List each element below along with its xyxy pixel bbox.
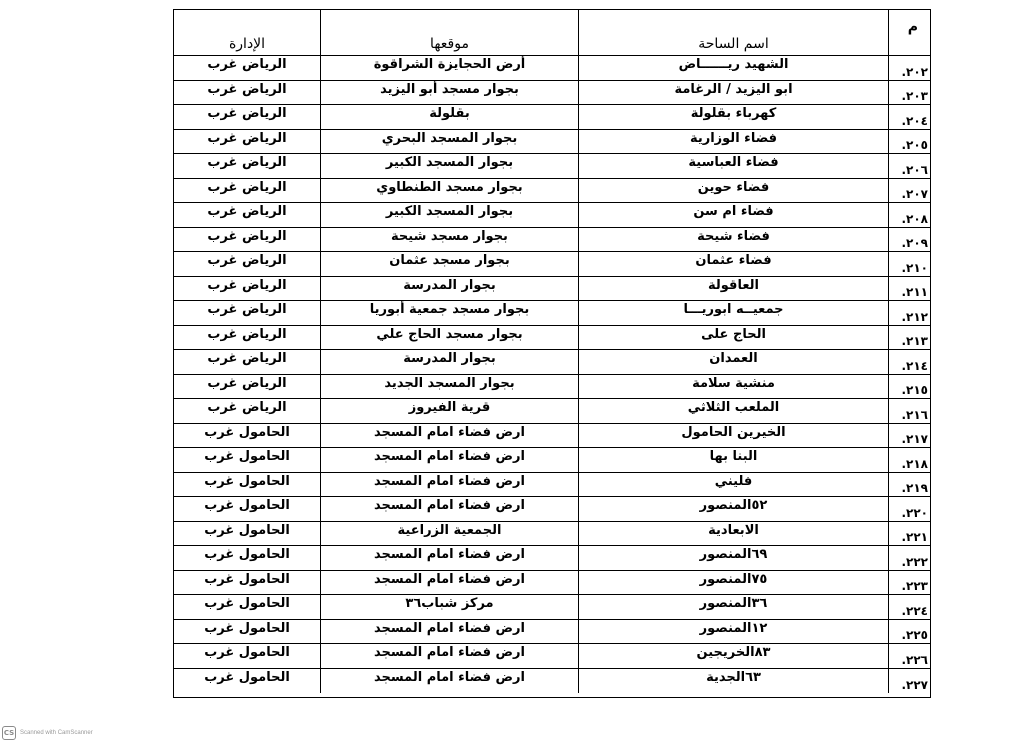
cell-location: أرض الحجايزة الشراقوة xyxy=(320,56,578,80)
data-table xyxy=(173,9,931,698)
cell-num: ٢٢١. xyxy=(888,522,930,546)
cell-location: مركز شباب٣٦ xyxy=(320,595,578,619)
cell-location: بجوار مسجد شيحة xyxy=(320,228,578,252)
table-row xyxy=(174,301,930,326)
cell-name: ابو اليزيد / الرغامة xyxy=(578,81,888,105)
cell-name: ٨٣الخريجين xyxy=(578,644,888,668)
cell-admin: الرياض غرب xyxy=(207,400,287,415)
cell-admin: الحامول غرب xyxy=(204,449,290,464)
table-row xyxy=(174,497,930,522)
cell-name: فضاء عثمان xyxy=(578,252,888,276)
table-row xyxy=(174,326,930,351)
cell-num: ٢١٤. xyxy=(888,350,930,374)
table-row xyxy=(174,448,930,473)
cell-name: جمعيــه ابوريـــا xyxy=(578,301,888,325)
header-admin: الإدارة xyxy=(228,36,266,52)
cell-location: بجوار المدرسة xyxy=(320,277,578,301)
cell-num: ٢٠٢. xyxy=(888,56,930,80)
table-row xyxy=(174,546,930,571)
cell-admin: الحامول غرب xyxy=(204,620,290,636)
table-row xyxy=(174,252,930,277)
table-row xyxy=(174,81,930,106)
cell-name: فضاء حوين xyxy=(578,179,888,203)
cell-num: ٢١٩. xyxy=(888,473,930,497)
cell-name: ٧٥المنصور xyxy=(578,571,888,595)
cell-name: الابعادية xyxy=(578,522,888,546)
cell-num: ٢١٢. xyxy=(888,301,930,325)
table-row xyxy=(174,644,930,669)
cell-name: فضاء شيحة xyxy=(578,228,888,252)
cell-name: فضاء الوزارية xyxy=(578,130,888,154)
table-row xyxy=(174,473,930,498)
cell-num: ٢١٣. xyxy=(888,326,930,350)
table-row xyxy=(174,228,930,253)
cell-admin: الرياض غرب xyxy=(207,57,287,72)
header-num: م xyxy=(888,10,930,55)
cell-admin: الحامول غرب xyxy=(204,596,290,611)
cell-admin: الرياض غرب xyxy=(207,326,287,342)
cell-admin: الرياض غرب xyxy=(207,106,287,121)
table-row xyxy=(174,571,930,596)
cell-name: منشية سلامة xyxy=(578,375,888,399)
cell-name: العمدان xyxy=(578,350,888,374)
cell-location: بجوار مسجد عثمان xyxy=(320,252,578,276)
cell-name: العاقولة xyxy=(578,277,888,301)
cell-admin: الرياض غرب xyxy=(207,228,287,244)
table-row xyxy=(174,154,930,179)
cell-name: ٦٣الجدية xyxy=(578,669,888,694)
cell-num: ٢١٠. xyxy=(888,252,930,276)
cell-num: ٢٢٥. xyxy=(888,620,930,644)
cell-location: بقلولة xyxy=(320,105,578,129)
cell-name: الخيرين الحامول xyxy=(578,424,888,448)
cell-admin: الرياض غرب xyxy=(207,351,287,366)
cell-name: الحاج على xyxy=(578,326,888,350)
cell-num: ٢٠٤. xyxy=(888,105,930,129)
cell-num: ٢٠٩. xyxy=(888,228,930,252)
cell-num: ٢٠٧. xyxy=(888,179,930,203)
table-row xyxy=(174,179,930,204)
cell-num: ٢١٧. xyxy=(888,424,930,448)
cell-admin: الحامول غرب xyxy=(204,645,290,660)
cell-num: ٢٢٢. xyxy=(888,546,930,570)
cell-num: ٢١٨. xyxy=(888,448,930,472)
cell-admin: الرياض غرب xyxy=(207,81,287,97)
table-row xyxy=(174,130,930,155)
cell-num: ٢٠٦. xyxy=(888,154,930,178)
table-row xyxy=(174,595,930,620)
cell-num: ٢٠٨. xyxy=(888,203,930,227)
table-row xyxy=(174,669,930,694)
cell-location: بجوار مسجد الطنطاوي xyxy=(320,179,578,203)
table-row xyxy=(174,277,930,302)
cell-admin: الرياض غرب xyxy=(207,155,287,170)
cell-name: فليني xyxy=(578,473,888,497)
cell-admin: الحامول غرب xyxy=(204,424,290,440)
scanner-watermark xyxy=(2,726,93,740)
cell-num: ٢١١. xyxy=(888,277,930,301)
cell-location: بجوار المسجد الكبير xyxy=(320,154,578,178)
cell-admin: الرياض غرب xyxy=(207,375,287,391)
cell-location: ارض فضاء امام المسجد xyxy=(320,620,578,644)
cell-location: بجوار مسجد الحاج علي xyxy=(320,326,578,350)
cell-name: كهرباء بقلولة xyxy=(578,105,888,129)
table-row xyxy=(174,350,930,375)
cell-admin: الرياض غرب xyxy=(207,253,287,268)
cell-name: ١٢المنصور xyxy=(578,620,888,644)
cell-name: الملعب الثلاثي xyxy=(578,399,888,423)
cell-admin: الحامول غرب xyxy=(204,473,290,489)
cell-admin: الرياض غرب xyxy=(207,130,287,146)
cell-num: ٢٢٤. xyxy=(888,595,930,619)
cell-admin: الرياض غرب xyxy=(207,302,287,317)
cell-location: ارض فضاء امام المسجد xyxy=(320,497,578,521)
cell-num: ٢٢٦. xyxy=(888,644,930,668)
cell-admin: الحامول غرب xyxy=(204,547,290,562)
cell-location: بجوار المسجد البحري xyxy=(320,130,578,154)
cell-location: بجوار مسجد جمعية أبوريا xyxy=(320,301,578,325)
cell-location: بجوار المسجد الكبير xyxy=(320,203,578,227)
cell-location: بجوار مسجد أبو اليزيد xyxy=(320,81,578,105)
table-row xyxy=(174,203,930,228)
cell-name: ٦٩المنصور xyxy=(578,546,888,570)
table-header-row xyxy=(174,10,930,56)
cell-location: ارض فضاء امام المسجد xyxy=(320,669,578,694)
cell-admin: الرياض غرب xyxy=(207,277,287,293)
table-row xyxy=(174,424,930,449)
cell-num: ٢٢٣. xyxy=(888,571,930,595)
cell-num: ٢٠٥. xyxy=(888,130,930,154)
cell-location: ارض فضاء امام المسجد xyxy=(320,424,578,448)
cell-name: الشهيد ريــــــاض xyxy=(578,56,888,80)
cell-admin: الحامول غرب xyxy=(204,498,290,513)
cell-num: ٢٢٠. xyxy=(888,497,930,521)
table-row xyxy=(174,375,930,400)
cell-location: ارض فضاء امام المسجد xyxy=(320,644,578,668)
cell-location: قرية الفيروز xyxy=(320,399,578,423)
cell-name: فضاء ام سن xyxy=(578,203,888,227)
cell-num: ٢٢٧. xyxy=(888,669,930,694)
camscanner-logo-icon: CS xyxy=(2,726,16,740)
cell-name: ٥٢المنصور xyxy=(578,497,888,521)
cell-location: بجوار المسجد الجديد xyxy=(320,375,578,399)
table-row xyxy=(174,56,930,81)
cell-location: الجمعية الزراعية xyxy=(320,522,578,546)
cell-admin: الحامول غرب xyxy=(204,669,290,685)
cell-admin: الرياض غرب xyxy=(207,204,287,219)
cell-location: ارض فضاء امام المسجد xyxy=(320,448,578,472)
cell-location: بجوار المدرسة xyxy=(320,350,578,374)
cell-admin: الحامول غرب xyxy=(204,571,290,587)
table-row xyxy=(174,399,930,424)
cell-name: البنا بها xyxy=(578,448,888,472)
cell-name: ٣٦المنصور xyxy=(578,595,888,619)
header-location: موقعها xyxy=(320,10,578,55)
cell-location: ارض فضاء امام المسجد xyxy=(320,571,578,595)
table-row xyxy=(174,522,930,547)
cell-admin: الرياض غرب xyxy=(207,179,287,195)
cell-num: ٢١٦. xyxy=(888,399,930,423)
cell-location: ارض فضاء امام المسجد xyxy=(320,473,578,497)
cell-num: ٢٠٣. xyxy=(888,81,930,105)
cell-name: فضاء العباسية xyxy=(578,154,888,178)
cell-num: ٢١٥. xyxy=(888,375,930,399)
cell-admin: الحامول غرب xyxy=(204,522,290,538)
header-name: اسم الساحة xyxy=(578,10,888,55)
scanner-caption: Scanned with CamScanner xyxy=(20,730,93,736)
table-row xyxy=(174,620,930,645)
cell-location: ارض فضاء امام المسجد xyxy=(320,546,578,570)
table-row xyxy=(174,105,930,130)
